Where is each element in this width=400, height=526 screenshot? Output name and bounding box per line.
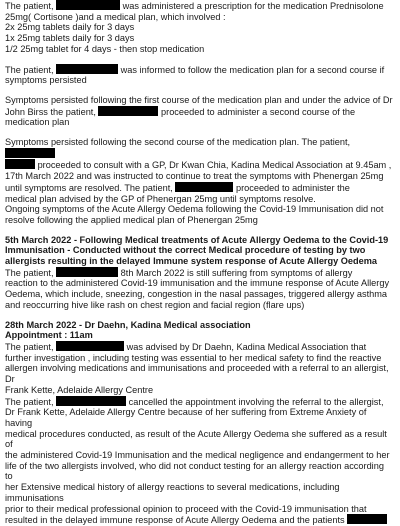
text: medical plan advised by the GP of Phenergan 25mg until symptoms resolve. — [5, 193, 316, 204]
text: medication plan — [5, 117, 70, 128]
text: 8th March 2022 is still suffering from symptoms of allergy — [120, 267, 353, 278]
text: John Birss the patient, — [5, 106, 96, 117]
text: life of the two allergists involved, who did not conduct testing for an allergy reaction according to — [5, 460, 384, 482]
redaction-bar — [56, 396, 126, 406]
redaction-bar — [5, 159, 35, 169]
text: proceeded to administer a second course of the — [161, 106, 356, 117]
text: resolve following the applied medical plan of Phenergan 25mg — [5, 214, 258, 225]
text: her Extensive medical history of allergy reactions to several medications, including immunisations — [5, 482, 340, 503]
text: The patient, — [5, 341, 54, 352]
text: Symptoms persisted following the first course of the medication plan and under the advice of Dr — [5, 94, 393, 105]
text: 28th March 2022 - Dr Daehn, Kadina Medical association — [5, 319, 251, 330]
text: Ongoing symptoms of the Acute Allergy Oedema following the Covid-19 Immunisation did not — [5, 204, 384, 215]
text: resulted in the delayed immune response of Acute Allergy Oedema and the patients — [5, 515, 345, 526]
redaction-bar — [175, 182, 233, 192]
text: Symptoms persisted following the second course of the medication plan. The patient, — [5, 137, 351, 148]
redaction-bar — [98, 106, 158, 116]
redaction-bar — [56, 341, 124, 351]
paragraph-dr-daehn-advice — [5, 341, 394, 396]
text: was informed to follow the medication plan for a second course if — [120, 64, 385, 75]
text: Oedema, which include, sneezing, congestion in the nasal passages, triggered allergy asthma — [5, 289, 388, 300]
text: The patient, — [5, 267, 54, 278]
text: symptoms persisted — [5, 75, 87, 86]
text: proceeded to consult with a GP, Dr Kwan Chia, Kadina Medical Association at 9.45am , — [37, 160, 392, 171]
text: the administered Covid-19 Immunisation and the medical negligence and endangerment to her — [5, 450, 390, 461]
text: 5th March 2022 - Following Medical treatments of Acute Allergy Oedema to the Covid-19 — [5, 234, 389, 245]
text: 1/2 25mg tablet for 4 days - then stop medication — [5, 43, 205, 54]
paragraph-symptoms-first — [5, 95, 394, 128]
paragraph-cancelled-referral — [5, 396, 394, 526]
text: proceeded to administer the — [235, 182, 350, 193]
text: reaction to the administered Covid-19 immunisation and the immune response of Acute Allergy — [5, 278, 390, 289]
text: allergists resulting in the delayed Immune system response of Acute Allergy Oedema — [5, 256, 378, 267]
paragraph-allergy-symptoms — [5, 267, 394, 311]
text: 17th March 2022 and was instructed to continue to treat the symptoms with Phenergan 25mg — [5, 171, 384, 182]
section-heading-5th-march — [5, 235, 394, 267]
section-heading-28th-march — [5, 320, 394, 341]
text: allergen involving medications and immunisations and proceeded with a referral to an allergist, Dr — [5, 363, 389, 385]
text: Immunisation - Conducted without the correct Medical procedure of testing by two — [5, 245, 366, 256]
text: medical procedures conducted, as result of the Acute Allergy Oedema she suffered as a result of — [5, 428, 387, 450]
text: Dr Frank Kette, Adelaide Allergy Centre because of her suffering from Extreme Anxiety of having — [5, 407, 367, 428]
text: further investigation , including testing was essential to her medical safety to find the reactive — [5, 352, 382, 363]
redaction-bar — [5, 148, 55, 158]
redaction-bar — [56, 0, 120, 10]
redaction-bar — [347, 514, 387, 524]
redaction-bar — [56, 267, 118, 277]
text: until symptoms are resolved. The patient, — [5, 182, 173, 193]
paragraph-second-course — [5, 64, 394, 86]
text: The patient, — [5, 1, 54, 11]
text: Appointment : 11am — [5, 330, 93, 341]
paragraph-symptoms-second — [5, 137, 394, 226]
text: cancelled the appointment involving the referral to the allergist, — [128, 396, 384, 407]
text: The patient, — [5, 396, 54, 407]
text: Frank Kette, Adelaide Allergy Centre — [5, 384, 154, 395]
text: 2x 25mg tablets daily for 3 days — [5, 22, 135, 33]
text: The patient, — [5, 64, 54, 75]
text: prior to their medical professional opinion to proceed with the Covid-19 immunisation that — [5, 503, 367, 514]
text: was administered a prescription for the medication Prednisolone — [122, 1, 384, 11]
redaction-bar — [56, 64, 118, 74]
text: was advised by Dr Daehn, Kadina Medical Association that — [126, 341, 367, 352]
text: 25mg( Cortisone )and a medical plan, which involved : — [5, 11, 226, 22]
text: and reoccurring hive like rash on chest region and facial region (flare ups) — [5, 299, 305, 310]
text: 1x 25mg tablets daily for 3 days — [5, 33, 135, 44]
paragraph-prescription — [5, 0, 394, 55]
